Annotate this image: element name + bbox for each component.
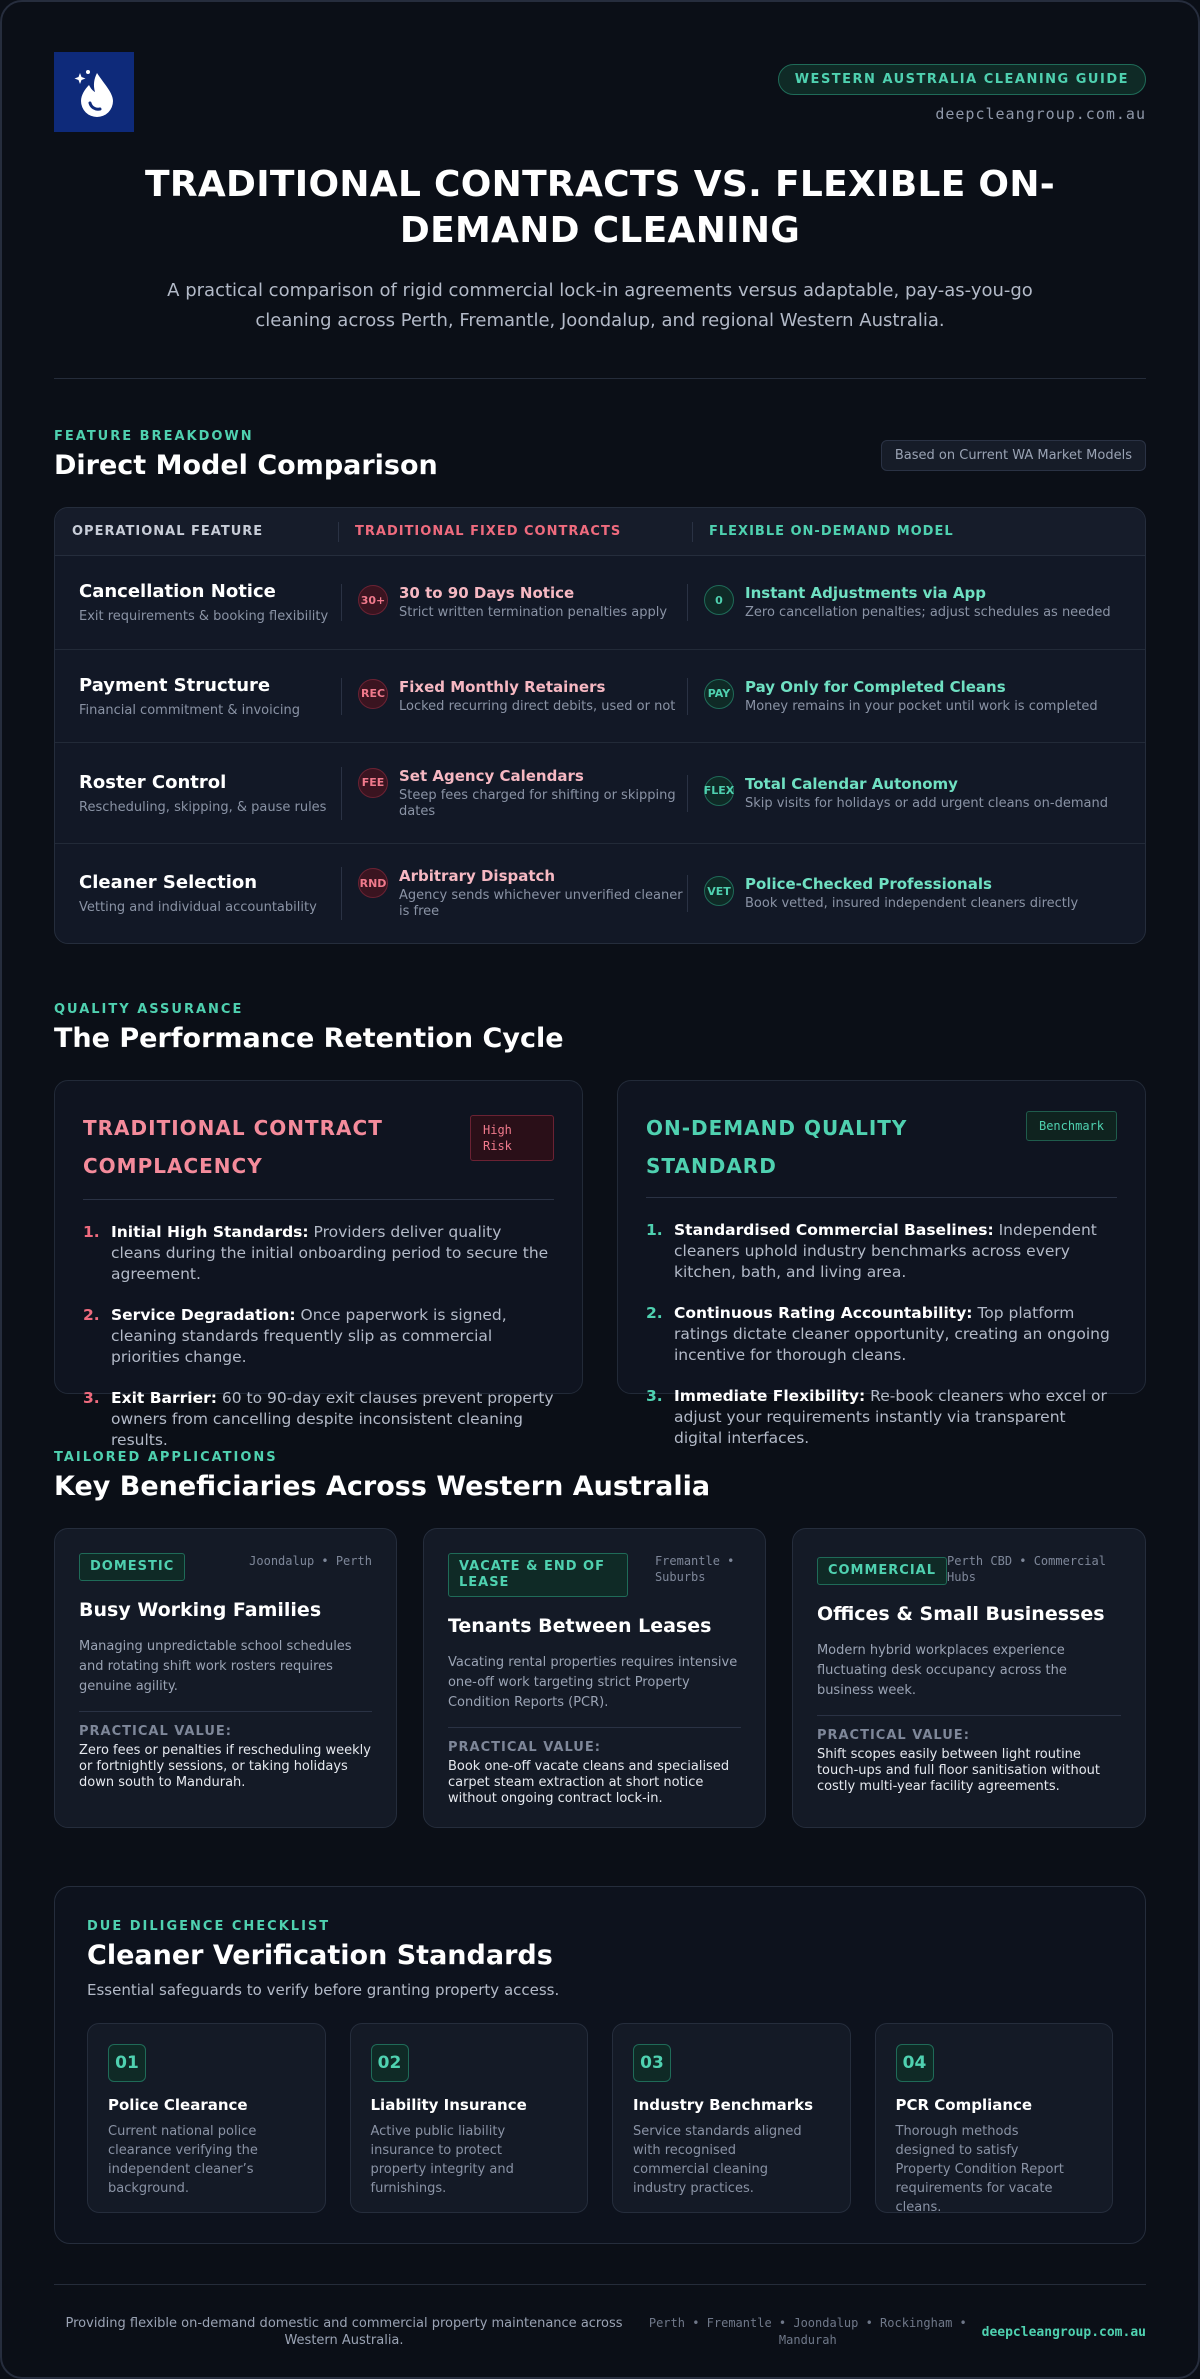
checklist-title: Cleaner Verification Standards (87, 1940, 553, 1971)
step-number: 02 (371, 2044, 409, 2082)
comparison-table (54, 507, 1146, 944)
quality-title: The Performance Retention Cycle (54, 1023, 564, 1054)
table-header (55, 508, 1145, 556)
beneficiary-desc: Managing unpredictable school schedules and rotating shift work rosters requires genuine agility. (79, 1639, 352, 1694)
column-header-flexible: FLEXIBLE ON-DEMAND MODEL (692, 522, 1145, 542)
risk-tag: High Risk (470, 1115, 554, 1161)
feature-name: Payment Structure (79, 674, 271, 696)
table-row (55, 556, 1145, 650)
beneficiaries-header (54, 1450, 1146, 1502)
step-number: 03 (633, 2044, 671, 2082)
feature-sub: Rescheduling, skipping, & pause rules (79, 799, 327, 815)
water-drop-sparkle-icon (71, 67, 117, 117)
list-item: 1. Initial High Standards: Providers deliver quality cleans during the initial onboarding period to secure the agreement. (83, 1223, 549, 1283)
traditional-quality-title: TRADITIONAL CONTRACT COMPLACENCY (83, 1116, 383, 1178)
step-title: PCR Compliance (895, 2096, 1033, 2114)
traditional-title: Set Agency Calendars (399, 766, 584, 785)
step-desc: Active public liability insurance to protect property integrity and furnishings. (370, 2124, 514, 2196)
quality-grid (54, 1080, 1146, 1449)
guide-badge: WESTERN AUSTRALIA CLEANING GUIDE (778, 64, 1146, 95)
footer-tagline: Providing flexible on-demand domestic and commercial property maintenance across Western Australia. (65, 2316, 623, 2348)
column-header-feature: OPERATIONAL FEATURE (72, 524, 264, 539)
traditional-badge: FEE (358, 768, 388, 798)
list-item: 2. Continuous Rating Accountability: Top platform ratings dictate cleaner opportunity, creating an ongoing incentive for thorough cleans. (646, 1304, 1110, 1364)
traditional-title: Fixed Monthly Retainers (399, 677, 606, 696)
beneficiary-card (54, 1528, 397, 1828)
segment-tag: VACATE & END OF LEASE (448, 1553, 628, 1597)
flexible-badge: PAY (704, 679, 734, 709)
flexible-badge: 0 (704, 585, 734, 615)
traditional-quality-list (83, 1222, 554, 1451)
step-desc: Service standards aligned with recognised commercial cleaning industry practices. (633, 2124, 802, 2196)
list-item: 3. Immediate Flexibility: Re-book cleaners who excel or adjust your requirements instantly via transparent digital interfaces. (646, 1387, 1107, 1447)
step-number: 04 (896, 2044, 934, 2082)
beneficiary-card (423, 1528, 766, 1828)
step-title: Industry Benchmarks (633, 2096, 814, 2114)
traditional-sub: Locked recurring direct debits, used or not (399, 698, 676, 714)
flexible-badge: FLEX (704, 776, 734, 806)
beneficiary-desc: Vacating rental properties requires intensive one-off work targeting strict Property Condition Reports (PCR). (447, 1655, 738, 1710)
segment-tag: COMMERCIAL (817, 1557, 947, 1585)
traditional-sub: Strict written termination penalties apply (399, 605, 668, 620)
comparison-eyebrow: FEATURE BREAKDOWN (54, 429, 254, 444)
flexible-sub: Skip visits for holidays or add urgent cleans on-demand (745, 795, 1108, 811)
flexible-title: Instant Adjustments via App (745, 584, 986, 602)
table-row (55, 743, 1145, 844)
flexible-sub: Money remains in your pocket until work is completed (745, 698, 1098, 714)
ondemand-quality-list (646, 1220, 1117, 1449)
flexible-sub: Book vetted, insured independent cleaners directly (745, 896, 1079, 911)
checklist-card (875, 2023, 1114, 2213)
quality-eyebrow: QUALITY ASSURANCE (54, 1002, 244, 1017)
benchmark-tag: Benchmark (1026, 1111, 1117, 1141)
footer-locations: Perth • Fremantle • Joondalup • Rockingham • Mandurah (648, 2316, 967, 2347)
table-row (55, 650, 1145, 743)
comparison-header (54, 429, 1146, 481)
site-domain[interactable]: deepcleangroup.com.au (935, 105, 1146, 123)
checklist-card (87, 2023, 326, 2213)
beneficiary-title: Tenants Between Leases (447, 1615, 712, 1637)
checklist-grid (87, 2023, 1113, 2213)
location-label: Joondalup • Perth (249, 1554, 372, 1568)
column-header-traditional: TRADITIONAL FIXED CONTRACTS (338, 522, 692, 542)
flexible-badge: VET (704, 876, 734, 906)
checklist-eyebrow: DUE DILIGENCE CHECKLIST (87, 1919, 331, 1934)
step-desc: Thorough methods designed to satisfy Property Condition Report requirements for vacate cleans. (895, 2124, 1064, 2215)
ondemand-quality-card (617, 1080, 1146, 1447)
logo (54, 52, 134, 132)
hero (54, 162, 1146, 336)
feature-sub: Financial commitment & invoicing (79, 702, 300, 718)
traditional-badge: 30+ (358, 585, 388, 615)
header-meta (778, 52, 1146, 123)
beneficiary-desc: Modern hybrid workplaces experience fluctuating desk occupancy across the business week. (816, 1643, 1067, 1698)
step-title: Liability Insurance (370, 2096, 527, 2114)
checklist-card (612, 2023, 851, 2213)
step-number: 01 (108, 2044, 146, 2082)
feature-sub: Vetting and individual accountability (79, 900, 317, 915)
feature-sub: Exit requirements & booking flexibility (79, 609, 329, 624)
traditional-title: 30 to 90 Days Notice (399, 584, 575, 602)
page-subtitle: A practical comparison of rigid commercial lock-in agreements versus adaptable, pay-as-you-go cleaning across Perth, Fremantle, Joondalup, and regional Western Australia. (167, 280, 1033, 331)
practical-value: Shift scopes easily between light routine touch-ups and full floor sanitisation without costly multi-year facility agreements. (816, 1747, 1100, 1794)
practical-value: Book one-off vacate cleans and specialised carpet steam extraction at short notice without ongoing contract lock-in. (447, 1759, 730, 1806)
location-label: Perth CBD • Commercial Hubs (947, 1554, 1106, 1584)
divider (54, 378, 1146, 379)
practical-value-label: PRACTICAL VALUE: (816, 1728, 970, 1743)
footer (54, 2315, 1146, 2349)
traditional-badge: REC (358, 679, 388, 709)
checklist-subtitle: Essential safeguards to verify before granting property access. (87, 1981, 560, 1999)
feature-name: Cancellation Notice (79, 581, 276, 602)
traditional-sub: Agency sends whichever unverified cleaner is free (399, 888, 683, 919)
step-desc: Current national police clearance verifying the independent cleaner’s background. (108, 2124, 258, 2196)
beneficiary-card (792, 1528, 1146, 1828)
comparison-title: Direct Model Comparison (54, 450, 438, 481)
flexible-sub: Zero cancellation penalties; adjust schedules as needed (745, 605, 1111, 620)
page-title: TRADITIONAL CONTRACTS VS. FLEXIBLE ON-DEMAND CLEANING (144, 164, 1055, 251)
flexible-title: Total Calendar Autonomy (745, 774, 958, 793)
checklist-card (350, 2023, 589, 2213)
quality-header (54, 1002, 1146, 1054)
list-item: 1. Standardised Commercial Baselines: Independent cleaners uphold industry benchmarks across every kitchen, bath, and living area. (646, 1221, 1097, 1281)
ondemand-quality-title: ON-DEMAND QUALITY STANDARD (646, 1116, 908, 1178)
step-title: Police Clearance (108, 2096, 248, 2114)
top-bar (54, 52, 1146, 132)
table-row (55, 844, 1145, 943)
beneficiaries-title: Key Beneficiaries Across Western Australia (54, 1471, 711, 1502)
feature-name: Roster Control (79, 771, 227, 793)
beneficiaries-eyebrow: TAILORED APPLICATIONS (54, 1450, 278, 1465)
practical-value: Zero fees or penalties if rescheduling weekly or fortnightly sessions, or taking holidays down south to Mandurah. (79, 1743, 371, 1790)
basis-badge: Based on Current WA Market Models (881, 440, 1146, 471)
traditional-title: Arbitrary Dispatch (399, 867, 556, 885)
traditional-sub: Steep fees charged for shifting or skipping dates (399, 787, 676, 819)
feature-name: Cleaner Selection (79, 872, 258, 893)
footer-divider (54, 2284, 1146, 2285)
flexible-title: Pay Only for Completed Cleans (745, 677, 1006, 696)
beneficiaries-grid (54, 1528, 1146, 1828)
footer-domain-link[interactable]: deepcleangroup.com.au (981, 2324, 1146, 2340)
list-item: 3. Exit Barrier: 60 to 90-day exit clauses prevent property owners from cancelling despite inconsistent cleaning results. (83, 1389, 554, 1449)
location-label: Fremantle • Suburbs (654, 1554, 735, 1584)
practical-value-label: PRACTICAL VALUE: (447, 1740, 601, 1755)
practical-value-label: PRACTICAL VALUE: (79, 1724, 232, 1739)
flexible-title: Police-Checked Professionals (745, 875, 992, 893)
traditional-badge: RND (358, 868, 388, 898)
beneficiary-title: Busy Working Families (79, 1599, 322, 1621)
traditional-quality-card (54, 1080, 583, 1449)
verification-checklist (54, 1886, 1146, 2244)
beneficiary-title: Offices & Small Businesses (816, 1603, 1105, 1625)
list-item: 2. Service Degradation: Once paperwork is signed, cleaning standards frequently slip as commercial priorities change. (83, 1306, 507, 1366)
segment-tag: DOMESTIC (79, 1553, 185, 1581)
